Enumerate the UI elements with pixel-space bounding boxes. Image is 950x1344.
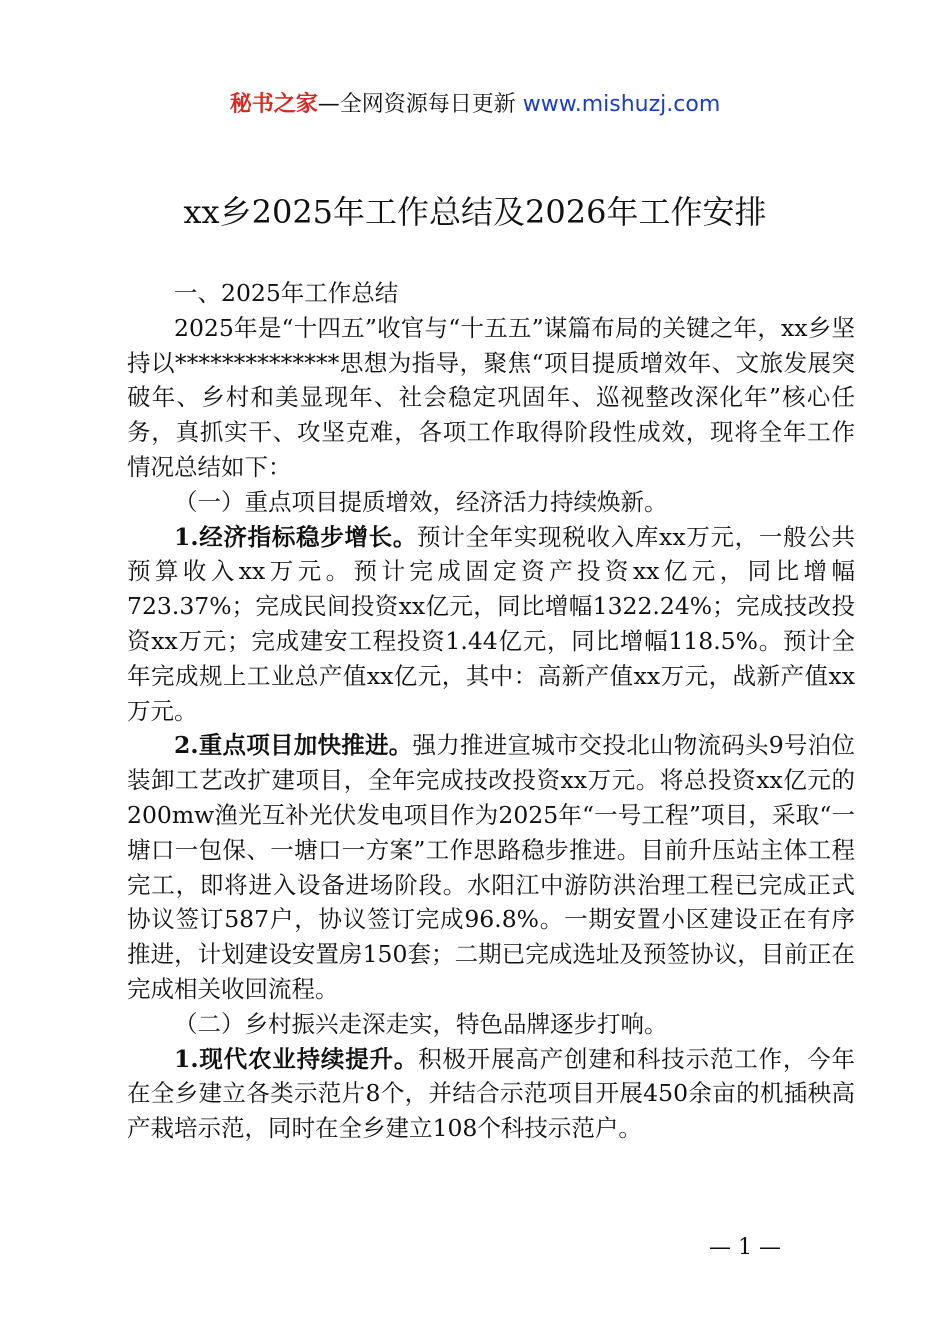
- intro-paragraph: 2025年是“十四五”收官与“十五五”谋篇布局的关键之年，xx乡坚持以**************思想为指导，聚焦“项目提质增效年、文旅发展突破年、乡村和美显现年、社会稳定巩固年、巡视整改深化年”核心任务，真抓实干、攻坚克难，各项工作取得阶段性成效，现将全年工作情况总结如下：: [127, 313, 855, 481]
- paragraph-lead: 2.重点项目加快推进。: [174, 731, 413, 760]
- paragraph-text: 强力推进宣城市交投北山物流码头9号泊位装卸工艺改扩建项目，全年完成技改投资xx万元。将总投资xx亿元的200mw渔光互补光伏发电项目作为2025年“一号工程”项目，采取“一塘口一包保、一塘口一方案”工作思路稳步推进。目前升压站主体工程完工，即将进入设备进场阶段。水阳江中游防洪治理工程已完成正式协议签订587户，协议签订完成96.8%。一期安置小区建设正在有序推进，计划建设安置房150套；二期已完成选址及预签协议，目前正在完成相关收回流程。: [127, 731, 855, 1003]
- section-heading: 一、2025年工作总结: [174, 279, 399, 307]
- paragraph-text: 预计全年实现税收入库xx万元，一般公共预算收入xx万元。预计完成固定资产投资xx亿元，同比增幅723.37%；完成民间投资xx亿元，同比增幅1322.24%；完成技改投资xx万元；完成建安工程投资1.44亿元，同比增幅118.5%。预计全年完成规上工业总产值xx亿元，其中：高新产值xx万元，战新产值xx万元。: [127, 522, 855, 725]
- brand-name: 秘书之家: [229, 92, 318, 117]
- document-body: [127, 276, 855, 1146]
- paragraph-economy: [127, 520, 855, 729]
- subsection-heading: （一）重点项目提质增效，经济活力持续焕新。: [174, 487, 668, 516]
- document-title: xx乡2025年工作总结及2026年工作安排: [183, 193, 767, 231]
- paragraph-text: 积极开展高产创建和科技示范工作，今年在全乡建立各类示范片8个，并结合示范项目开展450余亩的机插秧高产栽培示范，同时在全乡建立108个科技示范户。: [127, 1044, 855, 1143]
- paragraph-projects: [127, 728, 855, 1006]
- banner-slogan: —全网资源每日更新: [317, 92, 516, 117]
- site-banner: [0, 88, 950, 122]
- subsection-heading: （二）乡村振兴走深走实，特色品牌逐步打响。: [174, 1009, 668, 1038]
- paragraph-lead: 1.经济指标稳步增长。: [174, 522, 418, 551]
- page-number: — 1 —: [709, 1235, 781, 1260]
- paragraph-lead: 1.现代农业持续提升。: [174, 1044, 419, 1073]
- site-url: www.mishuzj.com: [522, 92, 721, 117]
- paragraph-agriculture: [127, 1042, 855, 1146]
